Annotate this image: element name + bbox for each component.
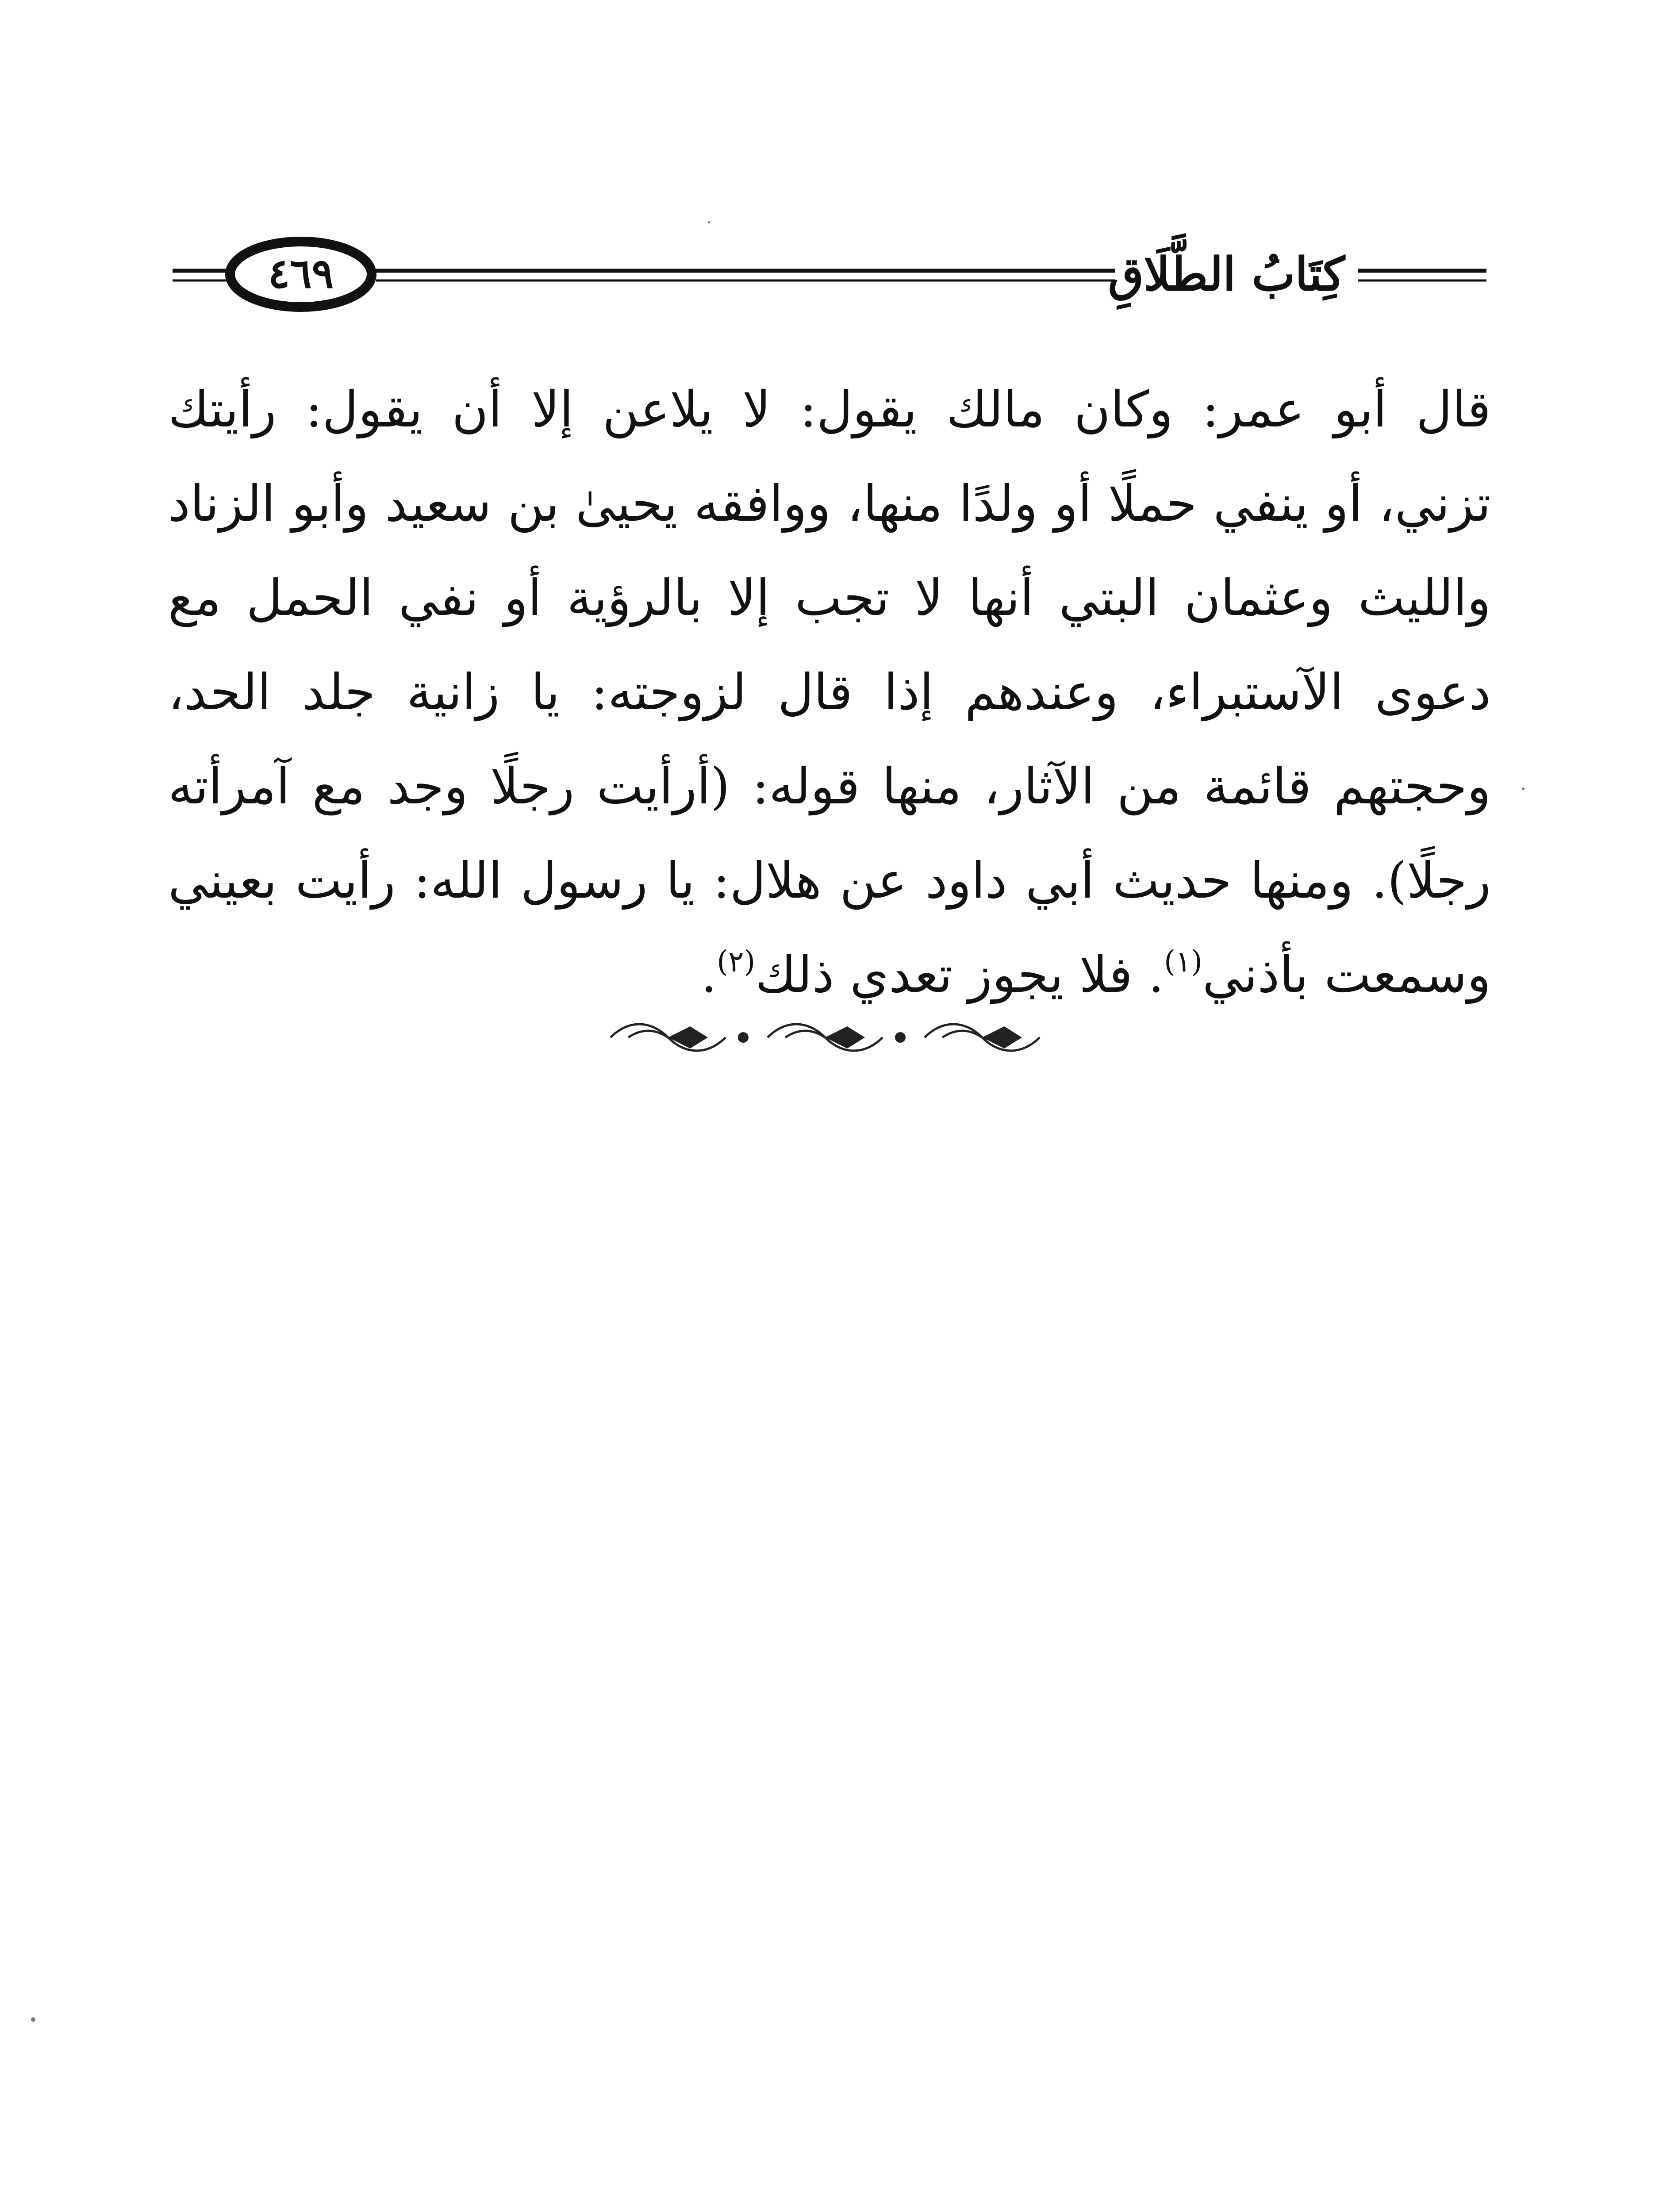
main-text [168,363,1491,1022]
scan-speck [1522,787,1525,790]
text-line: وحجتهم قائمة من الآثار، منها قوله: (أرأيت رجلًا وجد مع آمرأته [168,758,1491,815]
text-segment: . فلا يجوز تعدي ذلك [755,946,1164,1004]
text-line: قال أبو عمر: وكان مالك يقول: لا يلاعن إلا أن يقول: رأيتك [168,381,1491,438]
footnote-ref: (٢) [717,945,756,979]
text-line: تزني، أو ينفي حملًا أو ولدًا منها، ووافقه يحيىٰ بن سعيد وأبو الزناد [168,475,1491,533]
text-line: والليث وعثمان البتي أنها لا تجب إلا بالرؤية أو نفي الحمل مع [168,569,1491,627]
chapter-title: كِتَابُ الطَّلَاقِ [1108,247,1345,301]
text-line: دعوى الآستبراء، وعندهم إذا قال لزوجته: يا زانية جلد الحد، [168,664,1491,721]
text-line: رجلًا). ومنها حديث أبي داود عن هلال: يا رسول الله: رأيت بعيني [168,852,1491,910]
running-header [168,230,1491,319]
text-segment: وسمعت بأذني [1202,946,1491,1004]
page-number: ٤٦٩ [268,250,334,297]
text-segment: . [701,946,717,1004]
scan-speck [31,2017,35,2022]
scan-speck [708,221,710,223]
footnote-ref: (١) [1164,945,1203,979]
section-divider-ornament [602,1018,1057,1057]
text-line-last [168,928,1491,1022]
